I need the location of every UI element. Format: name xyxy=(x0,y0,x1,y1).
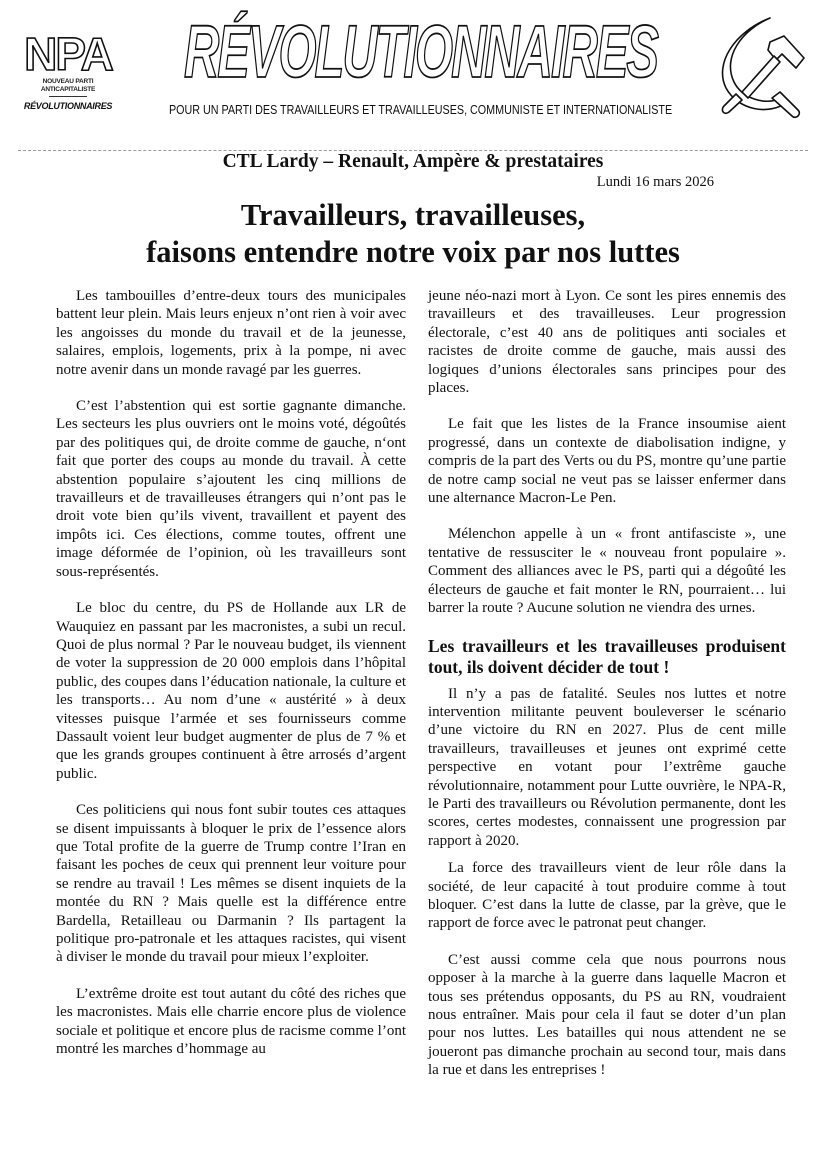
paragraph: Le fait que les listes de la France insoumise aient progressé, dans un contexte de diabolisation indigne, y compris de la part des Verts ou du PS, montre qu’une partie de notre camp social ne veut pas se laisser enfermer dans une alternance Macron-Le Pen. xyxy=(428,416,786,507)
paragraph: Il n’y a pas de fatalité. Seules nos luttes et notre intervention militante peuvent bouleverser le scénario d’une victoire du RN en 2027. Plus de cent mille travailleurs, travailleuses et jeunes ont exprimé cette perspective en votant pour l’extrême gauche révolutionnaire, notamment pour Lutte ouvrière, le NPA-R, le Parti des travailleurs ou Révolution permanente, dont les scores, certes modestes, connaissent une progression par rapport à 2020. xyxy=(428,685,786,849)
masthead-title: RÉVOLUTIONNAIRES xyxy=(183,10,658,93)
npa-logo-letters: NPA xyxy=(24,28,112,80)
npa-logo-rule xyxy=(49,96,87,97)
sickle-handle xyxy=(722,94,742,113)
section-subheading: Les travailleurs et les travailleuses produisent tout, ils doivent décider de tout ! xyxy=(428,635,786,677)
hammer-and-sickle-icon xyxy=(712,12,812,122)
masthead xyxy=(0,0,826,150)
right-column xyxy=(428,287,786,1098)
paragraph: Ces politiciens qui nous font subir toutes ces attaques se disent impuissants à bloquer le prix de l’essence alors que Total profite de la guerre de Trump contre l’Iran en faisant les poches de ceux qui prennent leur voiture pour se rendre au travail ! Les mêmes se disent inquiets de la montée du RN ? Mais quelle est la différence entre Bardella, Retailleau ou Darmanin ? Ils partagent la politique pro-patronale et les attaques racistes, qui visent à diviser le monde du travail pour mieux l’exploiter. xyxy=(56,802,406,966)
paragraph: L’extrême droite est tout autant du côté des riches que les macronistes. Mais elle charrie encore plus de violence sociale et politique et encore plus de racisme comme l’ont montré les marches d’hommage au xyxy=(56,985,406,1058)
paragraph: Les tambouilles d’entre-deux tours des municipales battent leur plein. Mais leurs enjeux n’ont rien à voir avec les angoisses du monde du travail et de la jeunesse, salaires, emplois, logements, prix à la pompe, ni avec notre avenir dans un monde ravagé par les guerres. xyxy=(56,288,406,378)
paragraph: La force des travailleurs vient de leur rôle dans la société, de leur capacité à tout produire comme à tout bloquer. C’est dans la lutte de classe, par la grève, que le rapport de force avec le patronat peut changer. xyxy=(428,860,786,932)
issue-date: Lundi 16 mars 2026 xyxy=(596,174,714,190)
paragraph: C’est l’abstention qui est sortie gagnante dimanche. Les secteurs les plus ouvriers ont le moins voté, dégoûtés par des politiques qui, de droite comme de gauche, n‘ont fait que porter des coups au monde du travail. À cette abstention populaire s’ajoutent les cinq millions de travailleurs et de travailleuses étrangers qui n’ont pas le droit vote bien qu’ils vivent, travaillent et payent des impôts ici. Ces élections, comme toutes, offrent une image déformée de l’opinion, où les travailleurs sont sous-représentés. xyxy=(56,398,406,580)
paragraph: C’est aussi comme cela que nous pourrons nous opposer à la marche à la guerre dans laquelle Macron et tous ses prétendus opposants, du PS au RN, voudraient nous entraîner. Mais pour cela il faut se doter d’un plan pour nos luttes. Les batailles qui nous attendent ne se joueront pas dimanche prochain au second tour, mais dans la rue et dans les entreprises ! xyxy=(428,951,786,1079)
left-column xyxy=(56,287,406,1076)
headline-line1: Travailleurs, travailleuses, xyxy=(240,198,586,232)
paragraph-continuation: jeune néo-nazi mort à Lyon. Ce sont les pires ennemis des travailleurs et des travailleuses. Leur progression électorale, c’est 40 ans de politiques anti sociales et racistes de droite comme de gauche, mais aussi des logiques d’unions électorales sans principes pour des places. xyxy=(428,288,786,397)
hammer-handle xyxy=(742,56,780,98)
npa-logo-line3: RÉVOLUTIONNAIRES xyxy=(23,101,113,111)
paragraph: Le bloc du centre, du PS de Hollande aux LR de Wauquiez en passant par les macronistes, a subi un recul. Quoi de plus normal ? Par le nouveau budget, ils viennent de voter la suppression de 20 000 emplois dans l’hôpital public, des coupes dans l’éducation nationale, la culture et les transports… Au nom d’une « austérité » à deux vitesses puisque l’armée et ses fournisseurs comme Dassault voient leur budget augmenter de plus de 7 % et que les grands groupes continuent à être arrosés d’argent public. xyxy=(56,600,406,782)
masthead-title-block xyxy=(168,10,673,117)
npa-logo xyxy=(18,30,118,130)
headline-line2: faisons entendre notre voix par nos luttes xyxy=(146,235,680,269)
npa-logo-line2: ANTICAPITALISTE xyxy=(40,85,96,93)
npa-logo-line1: NOUVEAU PARTI xyxy=(42,78,94,85)
masthead-tagline: POUR UN PARTI DES TRAVAILLEURS ET TRAVAILLEUSES, COMMUNISTE ET INTERNATIONALISTE xyxy=(168,103,673,117)
paragraph: Mélenchon appelle à un « front antifasciste », une tentative de ressusciter le « nouveau front populaire ». Comment des alliances avec le PS, parti qui a dégoûté les électeurs de gauche et fait monter le RN, pourraient… lui barrer la route ? Aucune solution ne viendra des urnes. xyxy=(428,526,786,617)
headline xyxy=(0,197,826,271)
site-name: CTL Lardy – Renault, Ampère & prestataires xyxy=(222,151,604,172)
